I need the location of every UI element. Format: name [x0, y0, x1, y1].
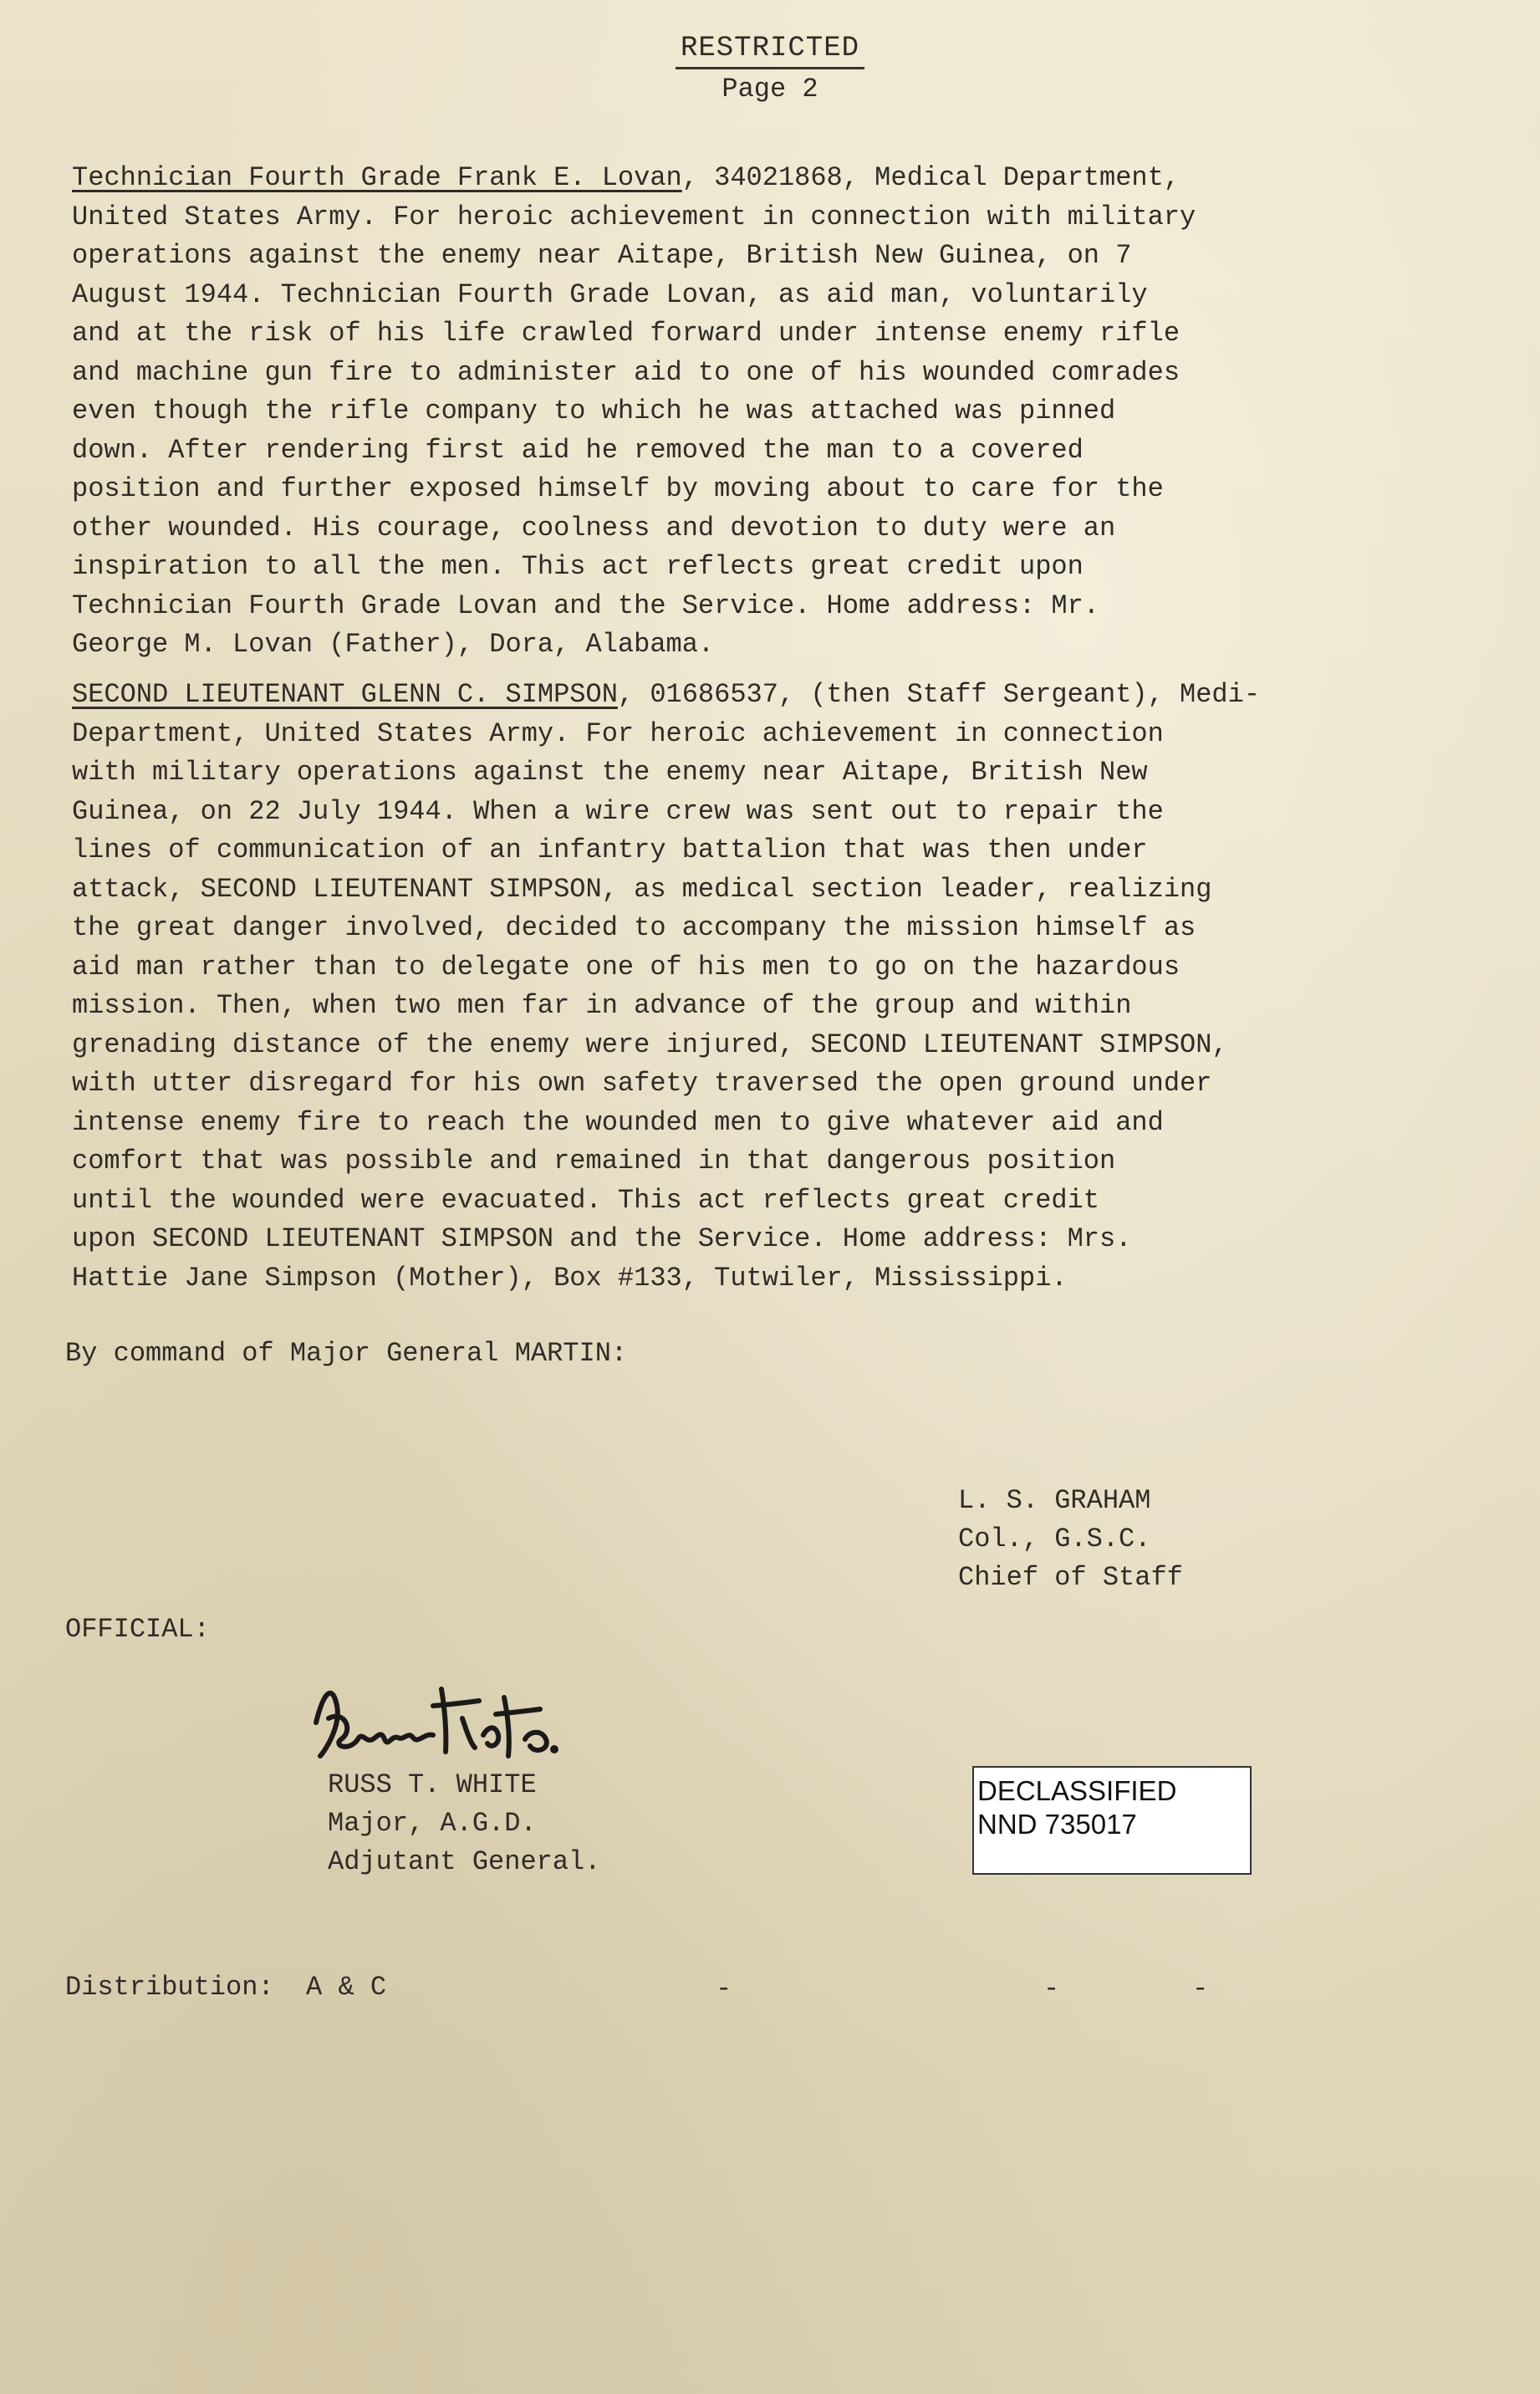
citation-simpson-line: Hattie Jane Simpson (Mother), Box #133, Tutwiler, Mississippi. [72, 1262, 1068, 1294]
citation-lovan-line: George M. Lovan (Father), Dora, Alabama. [72, 629, 715, 660]
citation-lovan-line: even though the rifle company to which he was attached was pinned [72, 396, 1116, 426]
chief-of-staff-name: L. S. GRAHAM [958, 1485, 1151, 1516]
citation-simpson-line: comfort that was possible and remained in that dangerous position [72, 1146, 1116, 1177]
citation-simpson-line: aid man rather than to delegate one of his men to go on the hazardous [72, 951, 1180, 983]
citation-lovan-line: and at the risk of his life crawled forward under intense enemy rifle [72, 318, 1180, 349]
citation-simpson-line: grenading distance of the enemy were injured, SECOND LIEUTENANT SIMPSON, [72, 1029, 1228, 1060]
citation-lovan-line: United States Army. For heroic achievement in connection with military [72, 201, 1196, 232]
declassified-stamp-line1: DECLASSIFIED [977, 1775, 1177, 1806]
stray-mark: - [1043, 1973, 1060, 2004]
command-line: By command of Major General MARTIN: [65, 1338, 628, 1369]
adjutant-title: Adjutant General. [328, 1846, 601, 1877]
citation-simpson-line: the great danger involved, decided to accompany the mission himself as [72, 912, 1196, 943]
adjutant-name: RUSS T. WHITE [328, 1769, 537, 1800]
citation-simpson-line: with utter disregard for his own safety traversed the open ground under [72, 1068, 1212, 1099]
citation-simpson-line: until the wounded were evacuated. This act reflects great credit [72, 1184, 1099, 1216]
citation-lovan-line: down. After rendering first aid he removed the man to a covered [72, 434, 1084, 466]
chief-of-staff-rank: Col., G.S.C. [958, 1524, 1151, 1554]
citation-simpson [72, 676, 1426, 1298]
chief-of-staff-title: Chief of Staff [958, 1562, 1183, 1593]
adjutant-rank: Major, A.G.D. [328, 1808, 537, 1839]
citation-lovan-name: Technician Fourth Grade Frank E. Lovan [72, 162, 682, 193]
citation-simpson-line: , 01686537, (then Staff Sergeant), Medi- [617, 679, 1261, 710]
distribution-line: Distribution: A & C [65, 1972, 387, 2003]
citation-lovan-line: other wounded. His courage, coolness and devotion to duty were an [72, 512, 1116, 544]
citation-simpson-line: lines of communication of an infantry battalion that was then under [72, 835, 1148, 865]
citation-simpson-line: attack, SECOND LIEUTENANT SIMPSON, as medical section leader, realizing [72, 873, 1212, 905]
citation-simpson-line: intense enemy fire to reach the wounded men to give whatever aid and [72, 1106, 1164, 1138]
citation-simpson-name: SECOND LIEUTENANT GLENN C. SIMPSON [72, 679, 618, 710]
official-label: OFFICIAL: [65, 1614, 210, 1645]
declassified-stamp-line2: NND 735017 [977, 1809, 1137, 1840]
citation-simpson-line: upon SECOND LIEUTENANT SIMPSON and the Service. Home address: Mrs. [72, 1223, 1132, 1254]
declassified-stamp [972, 1766, 1252, 1875]
stray-mark: - [716, 1973, 732, 2004]
citation-lovan-line: operations against the enemy near Aitape, British New Guinea, on 7 [72, 240, 1132, 271]
citation-lovan-line: and machine gun fire to administer aid to one of his wounded comrades [72, 356, 1180, 388]
citation-simpson-line: Guinea, on 22 July 1944. When a wire crew was sent out to repair the [72, 795, 1164, 827]
citation-lovan-line: August 1944. Technician Fourth Grade Lovan, as aid man, voluntarily [72, 278, 1148, 310]
stray-mark: - [1192, 1973, 1209, 2004]
classification-marking: RESTRICTED [676, 32, 864, 69]
page-header [0, 32, 1540, 106]
page-number: Page 2 [722, 74, 818, 105]
citation-simpson-line: with military operations against the enemy near Aitape, British New [72, 757, 1148, 788]
citation-lovan-line: Technician Fourth Grade Lovan and the Service. Home address: Mr. [72, 590, 1099, 621]
citation-simpson-line: mission. Then, when two men far in advance of the group and within [72, 990, 1132, 1021]
citation-lovan-line: , 34021868, Medical Department, [681, 162, 1180, 193]
citation-lovan-line: inspiration to all the men. This act reflects great credit upon [72, 551, 1084, 582]
chief-of-staff-block [958, 1482, 1183, 1597]
citation-lovan [72, 159, 1426, 665]
citation-simpson-line: Department, United States Army. For heroic achievement in connection [72, 717, 1164, 749]
handwritten-signature [308, 1672, 659, 1781]
citation-lovan-line: position and further exposed himself by moving about to care for the [72, 473, 1164, 504]
adjutant-block [328, 1766, 600, 1881]
